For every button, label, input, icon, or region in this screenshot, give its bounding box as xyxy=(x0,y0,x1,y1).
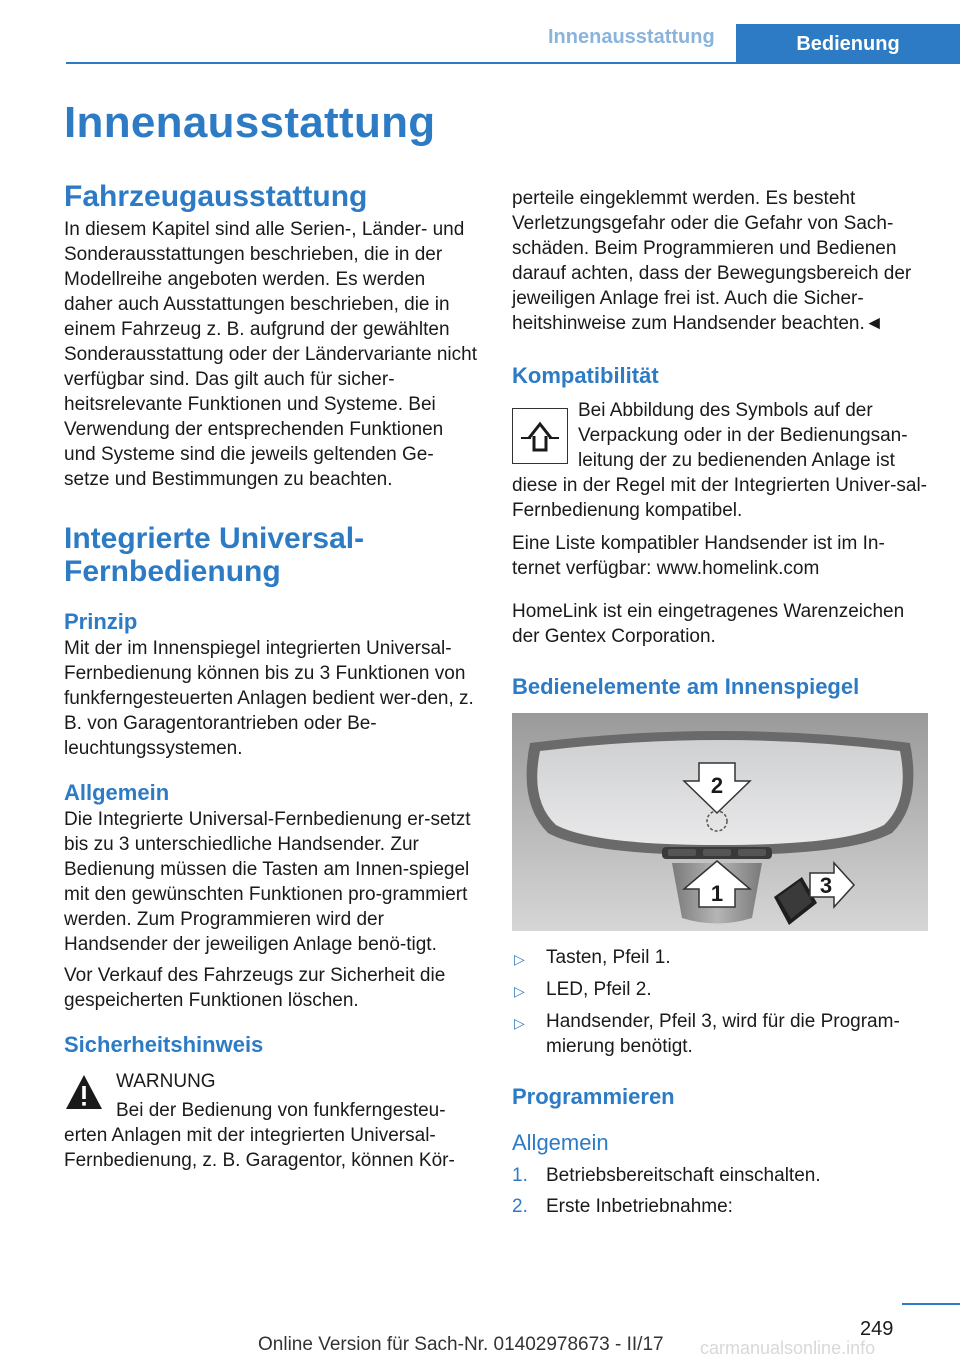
page-number: 249 xyxy=(860,1318,894,1340)
footer-rule xyxy=(902,1303,960,1305)
list-item: 1. Betriebsbereitschaft einschalten. xyxy=(512,1165,821,1186)
heading-programmieren: Programmieren xyxy=(512,1084,675,1109)
bullet-triangle-icon: ▷ xyxy=(514,983,525,999)
heading-prinzip: Prinzip xyxy=(64,609,138,634)
heading-kompatibilitaet: Kompatibilität xyxy=(512,363,659,388)
paragraph-kompatibilitaet-top: Bei Abbildung des Symbols auf der Verpackung oder in der Bedienungsan-leitung der zu bedienenden Anlage ist xyxy=(578,400,908,471)
legend-list xyxy=(512,945,932,1059)
right-column xyxy=(512,186,932,1225)
heading-integrierte-fernbedienung: Integrierte Universal-Fernbedienung xyxy=(64,522,365,588)
heading-allgemein-2: Allgemein xyxy=(512,1130,609,1155)
heading-sicherheitshinweis: Sicherheitshinweis xyxy=(64,1032,264,1057)
mirror-illustration xyxy=(512,713,928,931)
watermark: carmanualsonline.info xyxy=(700,1338,876,1358)
compat-block xyxy=(512,398,932,473)
homelink-house-icon xyxy=(512,408,568,464)
list-item: ▷ Tasten, Pfeil 1. xyxy=(512,945,932,970)
heading-allgemein: Allgemein xyxy=(64,780,170,805)
list-item: ▷ LED, Pfeil 2. xyxy=(512,977,932,1002)
bullet-triangle-icon: ▷ xyxy=(514,1015,525,1031)
paragraph-liste: Eine Liste kompatibler Handsender ist im In-ternet verfügbar: www.homelink.com xyxy=(512,533,885,579)
header-tab-innenausstattung[interactable]: Innenausstattung xyxy=(548,26,715,48)
heading-bedienelemente: Bedienelemente am Innenspiegel xyxy=(512,674,860,699)
paragraph-fahrzeugausstattung: In diesem Kapitel sind alle Serien-, Länder- und Sonderausstattungen beschrieben, die in der Modellreihe angeboten werden. Es werden daher auch Ausstattungen beschrieben, die in einem Fahrzeug z. B. aufgrund der gewählten Sonderausstattung oder der Ländervariante nicht verfügbar sind. Das gilt auch für sicher-heitsrelevante Funktionen und Systeme. Bei Verwendung der entsprechenden Funktionen und Systeme sind die jeweils geltenden Ge-setze und Bestimmungen zu beachten. xyxy=(64,219,477,490)
list-item: 2. Erste Inbetriebnahme: xyxy=(512,1196,733,1217)
warning-text-rest: erten Anlagen mit der integrierten Universal-Fernbedienung, z. B. Garagentor, können Kör- xyxy=(64,1125,455,1171)
step-number: 2. xyxy=(512,1196,528,1217)
warning-label: WARNUNG xyxy=(116,1071,216,1092)
step-number: 1. xyxy=(512,1165,528,1186)
warning-continuation: perteile eingeklemmt werden. Es besteht Verletzungsgefahr oder die Gefahr von Sach-schäden. Beim Programmieren und Bedienen darauf achten, dass der Bewegungsbereich der jeweiligen Anlage frei ist. Auch die Sicher-heitshinweise zum Handsender beachten.◄ xyxy=(512,188,912,334)
bullet-triangle-icon: ▷ xyxy=(514,951,525,967)
arrow-label-3: 3 xyxy=(819,873,833,898)
page-title: Innenausstattung xyxy=(64,98,436,147)
warning-block xyxy=(64,1069,478,1173)
arrow-label-1: 1 xyxy=(710,881,724,906)
warning-icon xyxy=(64,1073,104,1111)
header-rule xyxy=(66,62,960,64)
heading-fahrzeugausstattung: Fahrzeugausstattung xyxy=(64,180,368,213)
paragraph-allgemein-2: Vor Verkauf des Fahrzeugs zur Sicherheit die gespeicherten Funktionen löschen. xyxy=(64,965,446,1011)
paragraph-kompatibilitaet-rest: diese in der Regel mit der Integrierten Univer-sal-Fernbedienung kompatibel. xyxy=(512,475,928,521)
paragraph-prinzip: Mit der im Innenspiegel integrierten Universal-Fernbedienung können bis zu 3 Funktionen von funkferngesteuerten Anlagen bedient wer-den, z. B. von Garagentorantrieben oder Be-leuchtungssystemen. xyxy=(64,638,474,759)
footer-version-text: Online Version für Sach-Nr. 01402978673 - II/17 xyxy=(258,1334,664,1355)
paragraph-homelink: HomeLink ist ein eingetragenes Warenzeichen der Gentex Corporation. xyxy=(512,601,905,647)
steps-list xyxy=(512,1163,932,1219)
list-item: ▷ Handsender, Pfeil 3, wird für die Program-mierung benötigt. xyxy=(514,1011,900,1057)
left-column xyxy=(64,180,478,1173)
header-tab-bedienung[interactable]: Bedienung xyxy=(736,24,960,64)
warning-line-1: Bei der Bedienung von funkferngesteu- xyxy=(116,1100,446,1121)
arrow-label-2: 2 xyxy=(710,773,724,798)
paragraph-allgemein-1: Die Integrierte Universal-Fernbedienung er-setzt bis zu 3 unterschiedliche Handsender. Zur Bedienung müssen die Tasten am Innen-spiegel mit den gewünschten Funktionen pro-grammiert werden. Zum Programmieren wird der Handsender der jeweiligen Anlage benö-tigt. xyxy=(64,809,471,955)
